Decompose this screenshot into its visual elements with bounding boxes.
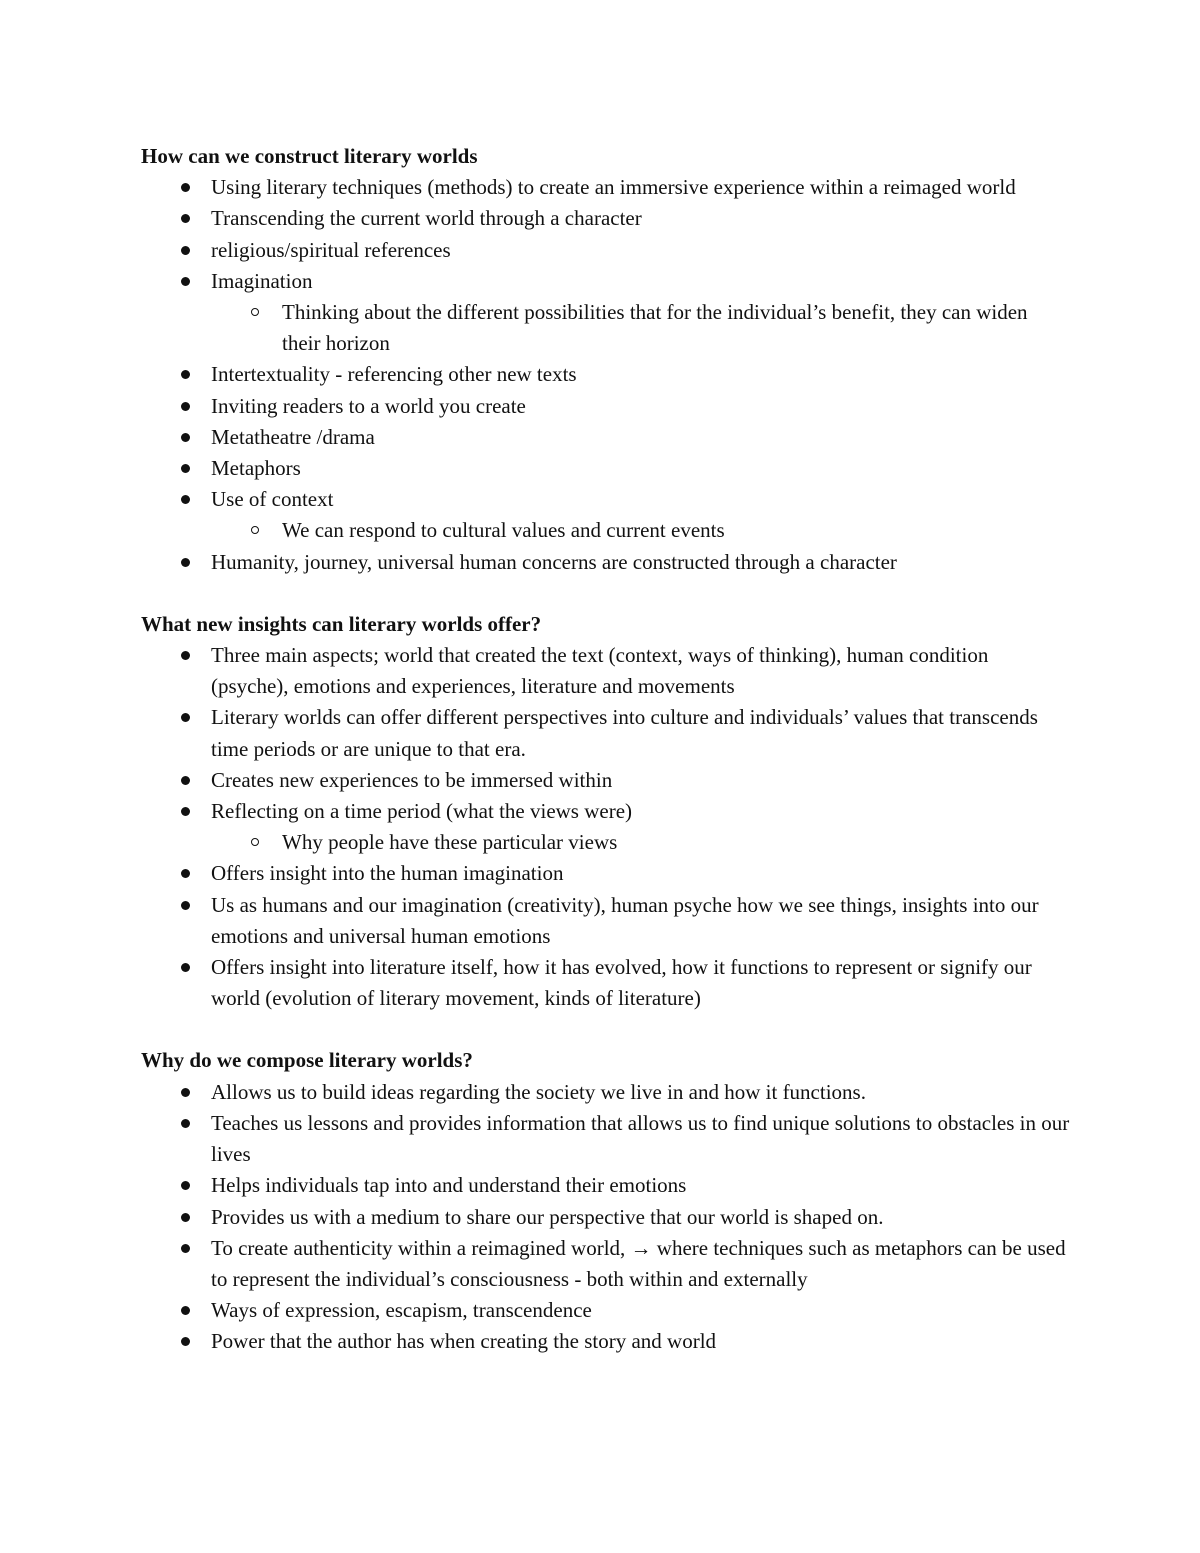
hollow-bullet-icon — [251, 308, 259, 316]
list-item — [211, 1233, 1071, 1295]
hollow-bullet-icon — [251, 838, 259, 846]
bullet-icon — [181, 1088, 190, 1097]
bullet-icon — [181, 776, 190, 785]
list-item-text: Allows us to build ideas regarding the society we live in and how it functions. — [211, 1079, 866, 1104]
list-item — [211, 1170, 1071, 1201]
bullet-icon — [181, 1306, 190, 1315]
bullet-icon — [181, 433, 190, 442]
bullet-list — [141, 640, 1071, 1014]
list-item-text: Metatheatre /drama — [211, 424, 375, 449]
bullet-icon — [181, 214, 190, 223]
bullet-icon — [181, 370, 190, 379]
sub-list-item — [282, 297, 1071, 359]
list-item-text: Use of context — [211, 487, 334, 512]
list-item — [211, 858, 1071, 889]
list-item-text: Helps individuals tap into and understand their emotions — [211, 1173, 687, 1198]
sub-bullet-list — [211, 827, 1071, 858]
bullet-icon — [181, 713, 190, 722]
hollow-bullet-icon — [251, 526, 259, 534]
list-item — [211, 796, 1071, 858]
list-item-text: Imagination — [211, 268, 313, 293]
list-item — [211, 235, 1071, 266]
bullet-icon — [181, 464, 190, 473]
section-heading: What new insights can literary worlds offer? — [141, 611, 542, 636]
list-item-text: Ways of expression, escapism, transcendence — [211, 1298, 592, 1323]
list-item-text: Literary worlds can offer different perspectives into culture and individuals’ values that transcends time periods or are unique to that era. — [211, 705, 1038, 761]
list-item-text: Power that the author has when creating the story and world — [211, 1329, 717, 1354]
list-item — [211, 453, 1071, 484]
list-item — [211, 765, 1071, 796]
list-item — [211, 1326, 1071, 1357]
bullet-icon — [181, 807, 190, 816]
bullet-icon — [181, 246, 190, 255]
list-item — [211, 702, 1071, 764]
list-item — [211, 422, 1071, 453]
section-construct-worlds — [141, 141, 1071, 578]
list-item — [211, 1077, 1071, 1108]
bullet-icon — [181, 1119, 190, 1128]
bullet-icon — [181, 402, 190, 411]
bullet-icon — [181, 1213, 190, 1222]
list-item-text: religious/spiritual references — [211, 237, 451, 262]
sub-list-item-text: We can respond to cultural values and current events — [282, 518, 725, 543]
list-item — [211, 952, 1071, 1014]
section-heading: Why do we compose literary worlds? — [141, 1048, 473, 1073]
list-item — [211, 359, 1071, 390]
list-item-text: To create authenticity within a reimagined world, → where techniques such as metaphors can be used to represent the individual’s consciousness - both within and externally — [211, 1235, 1066, 1291]
list-item-text: Teaches us lessons and provides information that allows us to find unique solutions to obstacles in our lives — [211, 1110, 1070, 1167]
sub-list-item — [282, 827, 1071, 858]
sub-list-item-text: Thinking about the different possibilities that for the individual’s benefit, they can widen their horizon — [282, 300, 1028, 356]
list-item-text: Metaphors — [211, 456, 301, 481]
list-item — [211, 890, 1071, 952]
bullet-icon — [181, 183, 190, 192]
list-item-text: Inviting readers to a world you create — [211, 393, 526, 418]
list-item — [211, 1295, 1071, 1326]
sub-list-item — [282, 515, 1071, 546]
bullet-icon — [181, 277, 190, 286]
list-item-text: Using literary techniques (methods) to create an immersive experience within a reimaged world — [211, 175, 1016, 200]
document-content — [141, 141, 1071, 1389]
list-item-text: Offers insight into the human imagination — [211, 861, 564, 886]
list-item — [211, 172, 1071, 203]
list-item — [211, 484, 1071, 546]
list-item-text: Three main aspects; world that created the text (context, ways of thinking), human condition (psyche), emotions and experiences, literature and movements — [211, 643, 989, 699]
list-item-text: Transcending the current world through a character — [211, 206, 642, 231]
list-item — [211, 1202, 1071, 1233]
bullet-icon — [181, 869, 190, 878]
list-item — [211, 640, 1071, 702]
bullet-icon — [181, 1337, 190, 1346]
list-item-text: Provides us with a medium to share our perspective that our world is shaped on. — [211, 1204, 884, 1229]
list-item — [211, 266, 1071, 360]
bullet-icon — [181, 901, 190, 910]
bullet-list — [141, 1077, 1071, 1358]
section-compose-worlds — [141, 1045, 1071, 1357]
list-item-text: Offers insight into literature itself, how it has evolved, how it functions to represent or signify our world (evolution of literary movement, kinds of literature) — [211, 955, 1032, 1011]
list-item-text: Reflecting on a time period (what the views were) — [211, 799, 633, 824]
list-item-text: Intertextuality - referencing other new texts — [211, 362, 577, 387]
bullet-icon — [181, 1244, 190, 1253]
list-item-text: Us as humans and our imagination (creativity), human psyche how we see things, insights into our emotions and universal human emotions — [211, 892, 1039, 948]
sub-list-item-text: Why people have these particular views — [282, 830, 618, 855]
list-item — [211, 391, 1071, 422]
bullet-list — [141, 172, 1071, 578]
list-item-text: Humanity, journey, universal human concerns are constructed through a character — [211, 549, 897, 574]
bullet-icon — [181, 558, 190, 567]
section-new-insights — [141, 609, 1071, 1015]
bullet-icon — [181, 495, 190, 504]
list-item — [211, 1108, 1071, 1170]
bullet-icon — [181, 1181, 190, 1190]
list-item — [211, 547, 1071, 578]
bullet-icon — [181, 651, 190, 660]
section-heading: How can we construct literary worlds — [141, 144, 478, 168]
list-item-text: Creates new experiences to be immersed within — [211, 767, 613, 792]
list-item — [211, 203, 1071, 234]
bullet-icon — [181, 963, 190, 972]
sub-bullet-list — [211, 515, 1071, 546]
sub-bullet-list — [211, 297, 1071, 359]
